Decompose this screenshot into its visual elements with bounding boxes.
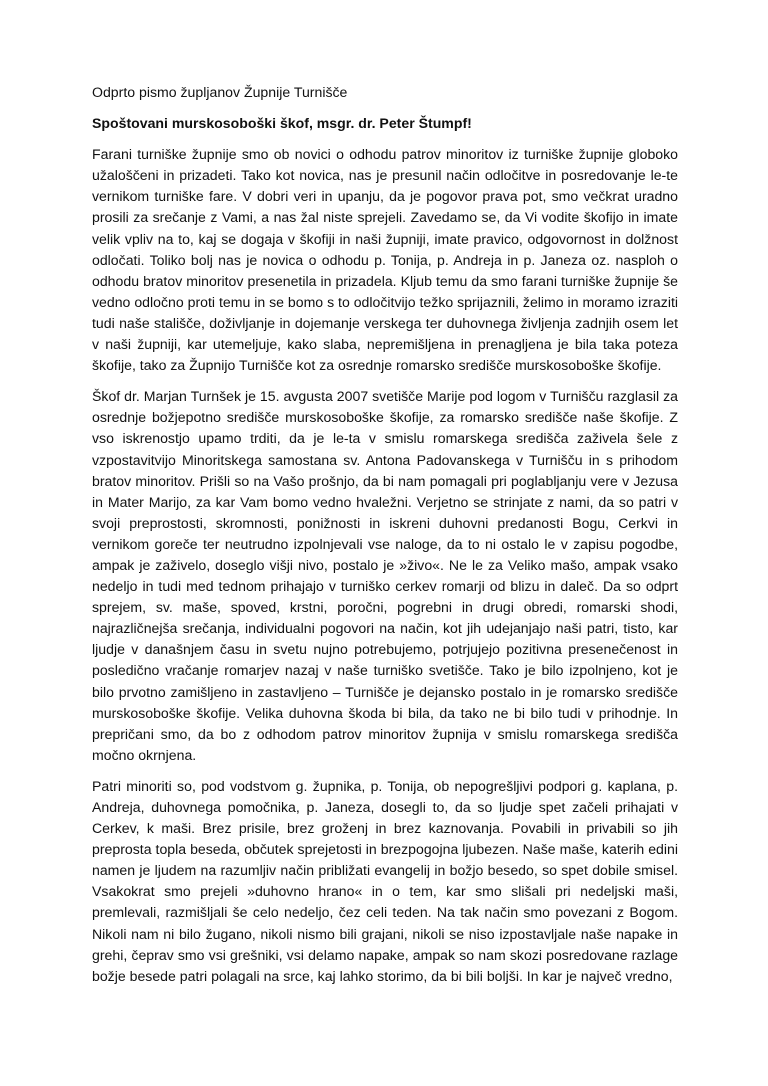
letter-heading: Odprto pismo župljanov Župnije Turnišče	[92, 84, 348, 100]
letter-paragraph-1: Farani turniške župnije smo ob novici o odhodu patrov minoritov iz turniške župnije globoko užaloščeni in prizadeti. Tako kot novica, nas je presunil način odločitve in posredovanje le-te vernikom turniške fare. V dobri veri in upanju, da je pogovor prava pot, smo večkrat uradno prosili za srečanje z Vami, a nas žal niste sprejeli. Zavedamo se, da Vi vodite škofijo in imate velik vpliv na to, kaj se dogaja v škofiji in naši župniji, imate pravico, odgovornost in dolžnost odločati. Toliko bolj nas je novica o odhodu p. Tonija, p. Andreja in p. Janeza oz. nasploh o odhodu bratov minoritov presenetila in prizadela. Kljub temu da smo farani turniške župnije še vedno odločno proti temu in se bomo s to odločitvijo težko sprijaznili, želimo in moramo izraziti tudi naše stališče, doživljanje in dojemanje verskega ter duhovnega življenja zadnjih osem let v naši župniji, kar utemeljuje, kako slaba, nepremišljena in prenagljena je bila taka poteza škofije, tako za Župnijo Turnišče kot za osrednje romarsko središče murskosoboške škofije.	[92, 146, 678, 374]
letter-salutation: Spoštovani murskosoboški škof, msgr. dr. Peter Štumpf!	[92, 115, 472, 132]
letter-paragraph-2: Škof dr. Marjan Turnšek je 15. avgusta 2007 svetišče Marije pod logom v Turnišču razglasil za osrednje božjepotno središče murskosoboške škofije, za romarsko središče naše škofije. Z vso iskrenostjo upamo trditi, da je le-ta v smislu romarskega središča zaživela šele z vzpostavitvijo Minoritskega samostana sv. Antona Padovanskega v Turnišču in s prihodom bratov minoritov. Prišli so na Vašo prošnjo, da bi nam pomagali pri poglabljanju vere v Jezusa in Mater Marijo, za kar Vam bomo vedno hvaležni. Verjetno se strinjate z nami, da so patri v svoji preprostosti, skromnosti, ponižnosti in iskreni duhovni predanosti Bogu, Cerkvi in vernikom goreče ter neutrudno izpolnjevali vse naloge, da to ni ostalo le v zapisu pogodbe, ampak je zaživelo, doseglo višji nivo, postalo je »živo«. Ne le za Veliko mašo, ampak vsako nedeljo in tudi med tednom prihajajo v turniško cerkev romarji od blizu in daleč. Da so odprt sprejem, sv. maše, spoved, krstni, poročni, pogrebni in drugi obredi, romarski shodi, najrazličnejša srečanja, individualni pogovori na način, kot jih udejanjajo naši patri, tisto, kar ljudje v današnjem času in svetu nujno potrebujemo, potrjujejo pozitivna presenečenost in posledično vračanje romarjev nazaj v naše turniško svetišče. Tako je bilo izpolnjeno, kot je bilo prvotno zamišljeno in zastavljeno – Turnišče je dejansko postalo in je romarsko središče murskosoboške škofije. Velika duhovna škoda bi bila, da tako ne bi bilo tudi v prihodnje. In prepričani smo, da bo z odhodom patrov minoritov župnija v smislu romarskega središča močno okrnjena.	[92, 388, 678, 763]
letter-paragraph-3: Patri minoriti so, pod vodstvom g. župnika, p. Tonija, ob nepogrešljivi podpori g. kaplana, p. Andreja, duhovnega pomočnika, p. Janeza, dosegli to, da so ljudje spet začeli prihajati v Cerkev, k maši. Brez prisile, brez groženj in brez kaznovanja. Povabili in privabili so jih preprosta topla beseda, občutek sprejetosti in brezpogojna ljubezen. Naše maše, katerih edini namen je ljudem na razumljiv način približati evangelij in božjo besedo, so spet dobile smisel. Vsakokrat smo prejeli »duhovno hrano« in o tem, kar smo slišali pri nedeljski maši, premlevali, razmišljali še celo nedeljo, čez celi teden. Na tak način smo povezani z Bogom. Nikoli nam ni bilo žugano, nikoli nismo bili grajani, nikoli se niso izpostavljale naše napake in grehi, čeprav smo vsi grešniki, vsi delamo napake, ampak so nam skozi posredovane razlage božje besede patri polagali na srce, kaj lahko storimo, da bi bili boljši. In kar je največ vredno,	[92, 777, 678, 984]
letter-page	[92, 82, 678, 997]
